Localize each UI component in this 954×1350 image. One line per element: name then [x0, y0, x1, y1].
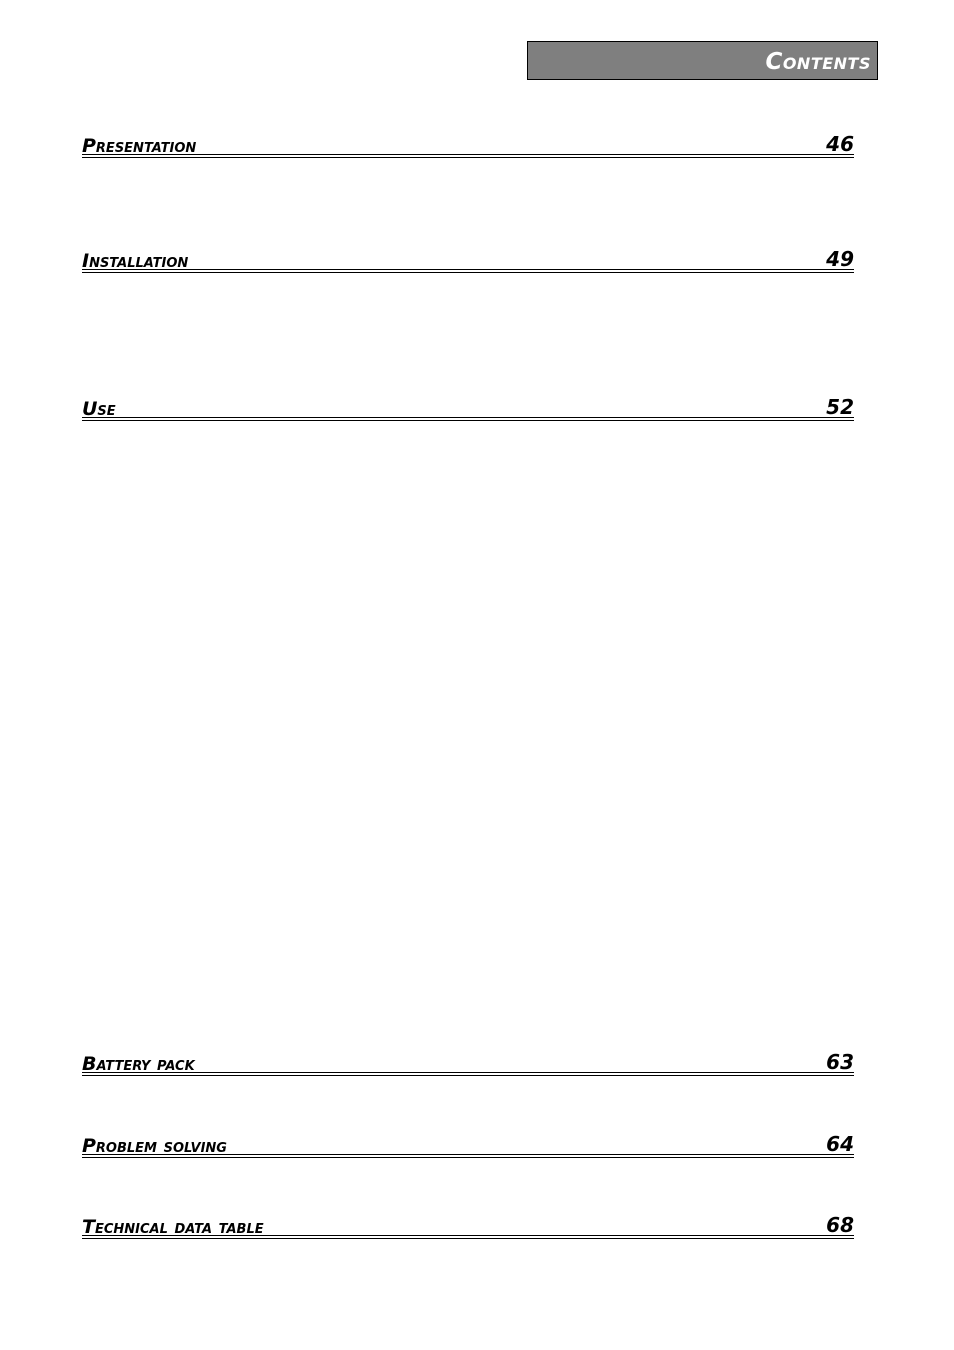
- toc-entry-title: Presentation: [82, 135, 197, 157]
- contents-header: [527, 41, 878, 80]
- toc-entry-use[interactable]: [82, 391, 854, 421]
- toc-entry-page-number: 63: [826, 1050, 854, 1074]
- toc-entry-page-number: 52: [826, 395, 854, 419]
- toc-entry-page-number: 68: [826, 1213, 854, 1237]
- toc-leader-rule: [82, 1235, 854, 1239]
- toc-leader-rule: [82, 269, 854, 273]
- toc-entry-presentation[interactable]: [82, 128, 854, 158]
- toc-entry-problem-solving[interactable]: [82, 1128, 854, 1158]
- toc-leader-rule: [82, 154, 854, 158]
- toc-entry-battery-pack[interactable]: [82, 1046, 854, 1076]
- toc-entry-installation[interactable]: [82, 243, 854, 273]
- toc-entry-title: Battery pack: [82, 1053, 195, 1075]
- toc-entry-page-number: 49: [826, 247, 854, 271]
- toc-entry-technical-data-table[interactable]: [82, 1209, 854, 1239]
- toc-entry-title: Technical data table: [82, 1216, 264, 1238]
- toc-entry-title: Installation: [82, 250, 189, 272]
- toc-leader-rule: [82, 417, 854, 421]
- page-title: Contents: [765, 49, 871, 75]
- toc-entry-title: Use: [82, 398, 116, 420]
- toc-entry-title: Problem solving: [82, 1135, 227, 1157]
- toc-leader-rule: [82, 1072, 854, 1076]
- toc-entry-page-number: 46: [826, 132, 854, 156]
- toc-leader-rule: [82, 1154, 854, 1158]
- toc-entry-page-number: 64: [826, 1132, 854, 1156]
